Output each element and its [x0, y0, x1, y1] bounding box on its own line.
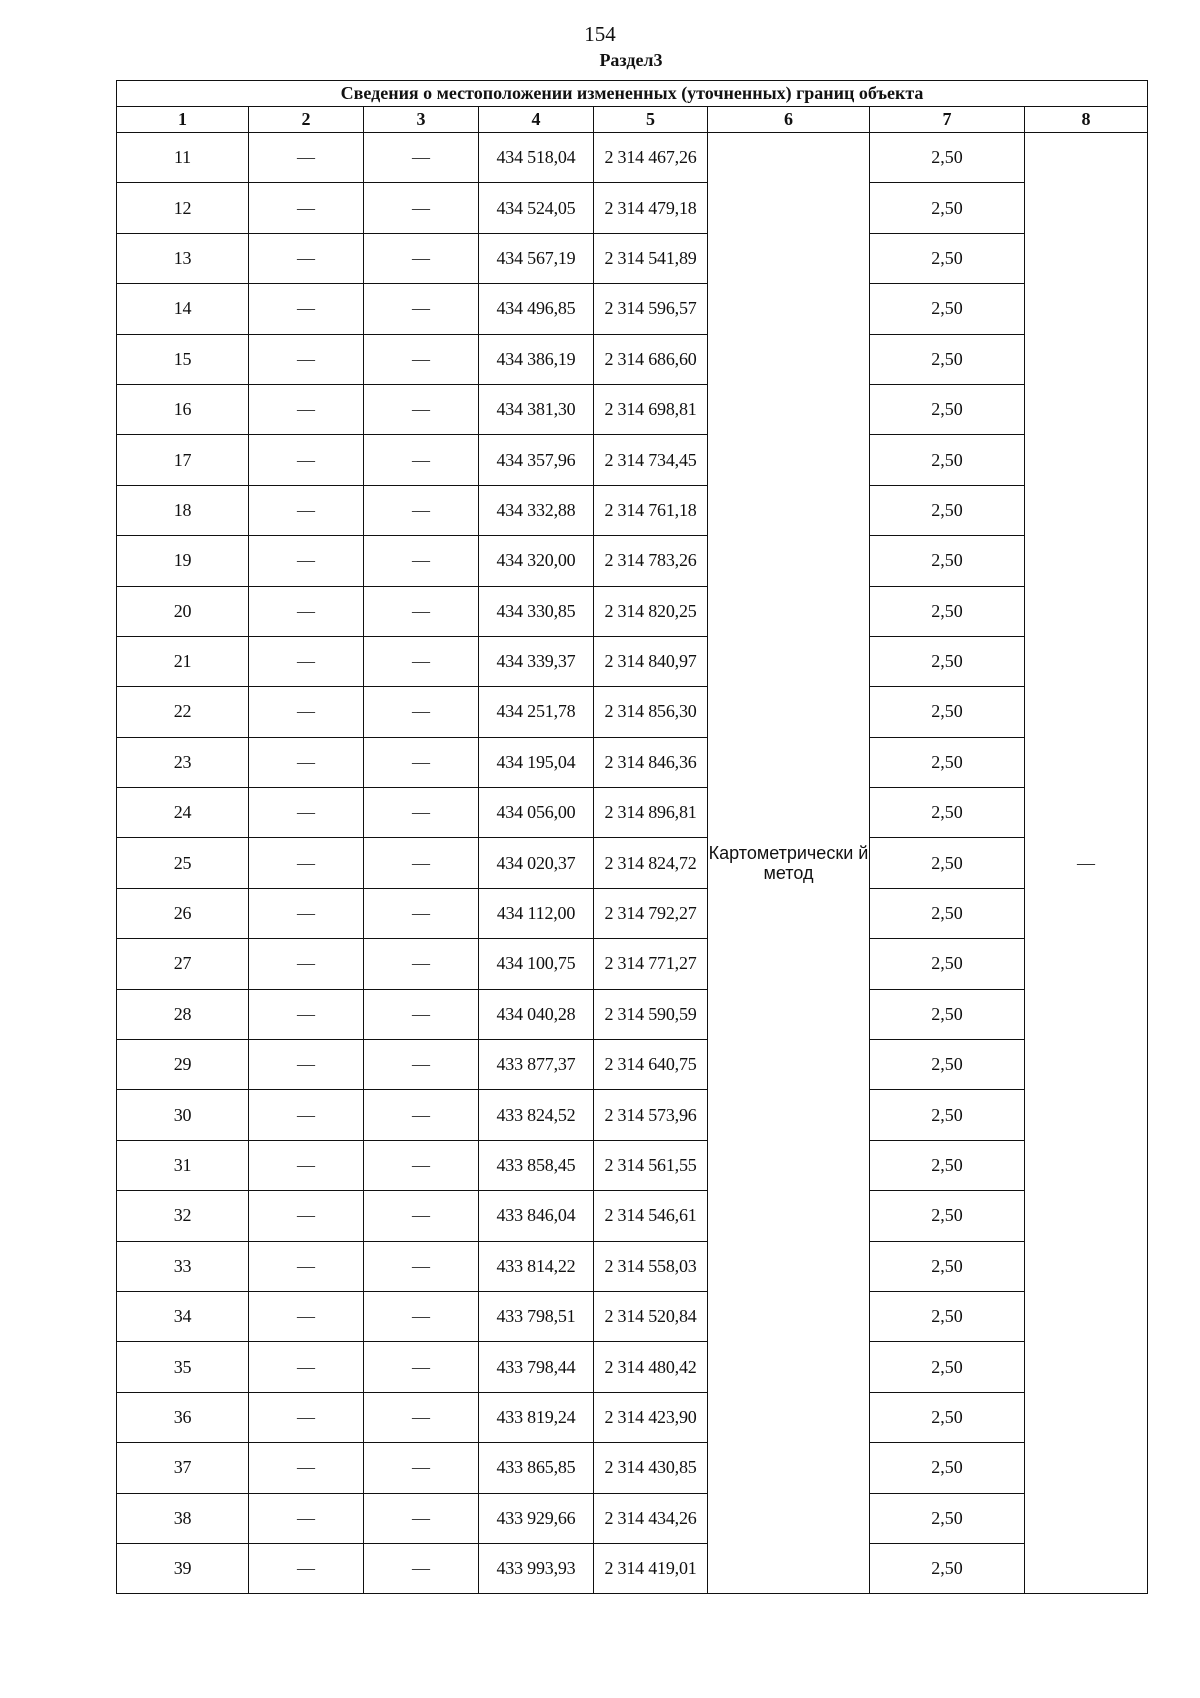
accuracy-cell: 2,50 — [870, 939, 1025, 989]
col2-cell: — — [249, 1392, 364, 1442]
table-row — [117, 1291, 1148, 1341]
y-coordinate-cell: 2 314 520,84 — [594, 1291, 708, 1341]
table-row — [117, 888, 1148, 938]
col3-cell: — — [364, 1140, 479, 1190]
table-row — [117, 1493, 1148, 1543]
accuracy-cell: 2,50 — [870, 1443, 1025, 1493]
accuracy-cell: 2,50 — [870, 1543, 1025, 1593]
table-body — [117, 133, 1148, 1594]
x-coordinate-cell: 434 339,37 — [479, 636, 594, 686]
table-row — [117, 233, 1148, 283]
col2-cell: — — [249, 1291, 364, 1341]
table-row — [117, 989, 1148, 1039]
x-coordinate-cell: 434 040,28 — [479, 989, 594, 1039]
col3-cell: — — [364, 888, 479, 938]
point-number-cell: 37 — [117, 1443, 249, 1493]
point-number-cell: 34 — [117, 1291, 249, 1341]
column-number-4: 4 — [479, 107, 594, 133]
col8-cell: — — [1025, 133, 1148, 1594]
x-coordinate-cell: 434 100,75 — [479, 939, 594, 989]
y-coordinate-cell: 2 314 546,61 — [594, 1191, 708, 1241]
col3-cell: — — [364, 788, 479, 838]
y-coordinate-cell: 2 314 792,27 — [594, 888, 708, 938]
col3-cell: — — [364, 1241, 479, 1291]
table-row — [117, 384, 1148, 434]
col3-cell: — — [364, 1342, 479, 1392]
col3-cell: — — [364, 939, 479, 989]
col3-cell: — — [364, 133, 479, 183]
accuracy-cell: 2,50 — [870, 233, 1025, 283]
accuracy-cell: 2,50 — [870, 133, 1025, 183]
point-number-cell: 19 — [117, 536, 249, 586]
col3-cell: — — [364, 586, 479, 636]
point-number-cell: 38 — [117, 1493, 249, 1543]
x-coordinate-cell: 434 567,19 — [479, 233, 594, 283]
x-coordinate-cell: 433 798,44 — [479, 1342, 594, 1392]
point-number-cell: 28 — [117, 989, 249, 1039]
x-coordinate-cell: 434 330,85 — [479, 586, 594, 636]
col2-cell: — — [249, 384, 364, 434]
col3-cell: — — [364, 1493, 479, 1543]
point-number-cell: 18 — [117, 485, 249, 535]
table-row — [117, 133, 1148, 183]
y-coordinate-cell: 2 314 783,26 — [594, 536, 708, 586]
y-coordinate-cell: 2 314 573,96 — [594, 1090, 708, 1140]
col2-cell: — — [249, 1493, 364, 1543]
column-number-6: 6 — [708, 107, 870, 133]
accuracy-cell: 2,50 — [870, 1140, 1025, 1190]
y-coordinate-cell: 2 314 541,89 — [594, 233, 708, 283]
col2-cell: — — [249, 888, 364, 938]
y-coordinate-cell: 2 314 558,03 — [594, 1241, 708, 1291]
table-row — [117, 1140, 1148, 1190]
y-coordinate-cell: 2 314 479,18 — [594, 183, 708, 233]
column-number-3: 3 — [364, 107, 479, 133]
x-coordinate-cell: 433 819,24 — [479, 1392, 594, 1442]
accuracy-cell: 2,50 — [870, 788, 1025, 838]
accuracy-cell: 2,50 — [870, 1191, 1025, 1241]
page-number: 154 — [584, 22, 616, 46]
col2-cell: — — [249, 485, 364, 535]
point-number-cell: 22 — [117, 687, 249, 737]
accuracy-cell: 2,50 — [870, 1241, 1025, 1291]
y-coordinate-cell: 2 314 596,57 — [594, 284, 708, 334]
y-coordinate-cell: 2 314 761,18 — [594, 485, 708, 535]
accuracy-cell: 2,50 — [870, 384, 1025, 434]
accuracy-cell: 2,50 — [870, 485, 1025, 535]
col2-cell: — — [249, 1241, 364, 1291]
col3-cell: — — [364, 737, 479, 787]
x-coordinate-cell: 434 020,37 — [479, 838, 594, 888]
y-coordinate-cell: 2 314 430,85 — [594, 1443, 708, 1493]
col2-cell: — — [249, 737, 364, 787]
col3-cell: — — [364, 1443, 479, 1493]
boundary-coordinates-table — [116, 80, 1148, 1594]
col2-cell: — — [249, 1342, 364, 1392]
point-number-cell: 36 — [117, 1392, 249, 1442]
x-coordinate-cell: 433 993,93 — [479, 1543, 594, 1593]
table-row — [117, 435, 1148, 485]
point-number-cell: 15 — [117, 334, 249, 384]
point-number-cell: 33 — [117, 1241, 249, 1291]
col3-cell: — — [364, 1291, 479, 1341]
col3-cell: — — [364, 233, 479, 283]
y-coordinate-cell: 2 314 561,55 — [594, 1140, 708, 1190]
col3-cell: — — [364, 334, 479, 384]
point-number-cell: 13 — [117, 233, 249, 283]
x-coordinate-cell: 433 865,85 — [479, 1443, 594, 1493]
x-coordinate-cell: 434 524,05 — [479, 183, 594, 233]
table-row — [117, 284, 1148, 334]
col2-cell: — — [249, 687, 364, 737]
y-coordinate-cell: 2 314 423,90 — [594, 1392, 708, 1442]
col3-cell: — — [364, 435, 479, 485]
accuracy-cell: 2,50 — [870, 687, 1025, 737]
y-coordinate-cell: 2 314 734,45 — [594, 435, 708, 485]
col2-cell: — — [249, 435, 364, 485]
column-number-1: 1 — [117, 107, 249, 133]
y-coordinate-cell: 2 314 419,01 — [594, 1543, 708, 1593]
x-coordinate-cell: 433 846,04 — [479, 1191, 594, 1241]
point-number-cell: 17 — [117, 435, 249, 485]
y-coordinate-cell: 2 314 824,72 — [594, 838, 708, 888]
column-number-2: 2 — [249, 107, 364, 133]
accuracy-cell: 2,50 — [870, 1090, 1025, 1140]
accuracy-cell: 2,50 — [870, 586, 1025, 636]
table-row — [117, 1443, 1148, 1493]
x-coordinate-cell: 434 056,00 — [479, 788, 594, 838]
point-number-cell: 35 — [117, 1342, 249, 1392]
point-number-cell: 21 — [117, 636, 249, 686]
table-row — [117, 183, 1148, 233]
col2-cell: — — [249, 1090, 364, 1140]
col2-cell: — — [249, 1040, 364, 1090]
accuracy-cell: 2,50 — [870, 1342, 1025, 1392]
y-coordinate-cell: 2 314 686,60 — [594, 334, 708, 384]
col3-cell: — — [364, 384, 479, 434]
col3-cell: — — [364, 636, 479, 686]
point-number-cell: 16 — [117, 384, 249, 434]
col3-cell: — — [364, 1191, 479, 1241]
accuracy-cell: 2,50 — [870, 838, 1025, 888]
point-number-cell: 39 — [117, 1543, 249, 1593]
y-coordinate-cell: 2 314 434,26 — [594, 1493, 708, 1543]
x-coordinate-cell: 434 251,78 — [479, 687, 594, 737]
col3-cell: — — [364, 1090, 479, 1140]
x-coordinate-cell: 434 320,00 — [479, 536, 594, 586]
y-coordinate-cell: 2 314 640,75 — [594, 1040, 708, 1090]
point-number-cell: 24 — [117, 788, 249, 838]
y-coordinate-cell: 2 314 856,30 — [594, 687, 708, 737]
x-coordinate-cell: 434 112,00 — [479, 888, 594, 938]
col2-cell: — — [249, 1543, 364, 1593]
accuracy-cell: 2,50 — [870, 737, 1025, 787]
x-coordinate-cell: 434 357,96 — [479, 435, 594, 485]
point-number-cell: 26 — [117, 888, 249, 938]
table-row — [117, 636, 1148, 686]
table-row — [117, 334, 1148, 384]
col2-cell: — — [249, 1191, 364, 1241]
table-row — [117, 1241, 1148, 1291]
accuracy-cell: 2,50 — [870, 636, 1025, 686]
col2-cell: — — [249, 183, 364, 233]
point-number-cell: 20 — [117, 586, 249, 636]
col2-cell: — — [249, 536, 364, 586]
col2-cell: — — [249, 133, 364, 183]
accuracy-cell: 2,50 — [870, 1392, 1025, 1442]
col2-cell: — — [249, 284, 364, 334]
table-row — [117, 1191, 1148, 1241]
col2-cell: — — [249, 636, 364, 686]
accuracy-cell: 2,50 — [870, 888, 1025, 938]
column-number-5: 5 — [594, 107, 708, 133]
col2-cell: — — [249, 1443, 364, 1493]
point-number-cell: 32 — [117, 1191, 249, 1241]
x-coordinate-cell: 433 929,66 — [479, 1493, 594, 1543]
x-coordinate-cell: 433 858,45 — [479, 1140, 594, 1190]
accuracy-cell: 2,50 — [870, 284, 1025, 334]
column-number-7: 7 — [870, 107, 1025, 133]
point-number-cell: 30 — [117, 1090, 249, 1140]
point-number-cell: 11 — [117, 133, 249, 183]
col2-cell: — — [249, 334, 364, 384]
y-coordinate-cell: 2 314 698,81 — [594, 384, 708, 434]
col2-cell: — — [249, 1140, 364, 1190]
col3-cell: — — [364, 183, 479, 233]
y-coordinate-cell: 2 314 820,25 — [594, 586, 708, 636]
x-coordinate-cell: 434 195,04 — [479, 737, 594, 787]
accuracy-cell: 2,50 — [870, 989, 1025, 1039]
accuracy-cell: 2,50 — [870, 1040, 1025, 1090]
table-row — [117, 788, 1148, 838]
x-coordinate-cell: 434 496,85 — [479, 284, 594, 334]
x-coordinate-cell: 434 381,30 — [479, 384, 594, 434]
x-coordinate-cell: 434 386,19 — [479, 334, 594, 384]
point-number-cell: 27 — [117, 939, 249, 989]
col3-cell: — — [364, 485, 479, 535]
x-coordinate-cell: 433 814,22 — [479, 1241, 594, 1291]
y-coordinate-cell: 2 314 846,36 — [594, 737, 708, 787]
point-number-cell: 23 — [117, 737, 249, 787]
table-row — [117, 1090, 1148, 1140]
accuracy-cell: 2,50 — [870, 1291, 1025, 1341]
point-number-cell: 25 — [117, 838, 249, 888]
table-caption: Сведения о местоположении измененных (уточненных) границ объекта — [117, 81, 1148, 107]
col3-cell: — — [364, 838, 479, 888]
y-coordinate-cell: 2 314 840,97 — [594, 636, 708, 686]
column-number-8: 8 — [1025, 107, 1148, 133]
x-coordinate-cell: 434 518,04 — [479, 133, 594, 183]
method-cell: Картометрически й метод — [708, 133, 870, 1594]
table-row — [117, 536, 1148, 586]
accuracy-cell: 2,50 — [870, 334, 1025, 384]
section-title: Раздел3 — [599, 50, 663, 70]
y-coordinate-cell: 2 314 896,81 — [594, 788, 708, 838]
y-coordinate-cell: 2 314 480,42 — [594, 1342, 708, 1392]
col2-cell: — — [249, 586, 364, 636]
point-number-cell: 31 — [117, 1140, 249, 1190]
x-coordinate-cell: 433 798,51 — [479, 1291, 594, 1341]
col3-cell: — — [364, 989, 479, 1039]
col3-cell: — — [364, 687, 479, 737]
y-coordinate-cell: 2 314 771,27 — [594, 939, 708, 989]
table-row — [117, 1392, 1148, 1442]
col2-cell: — — [249, 838, 364, 888]
accuracy-cell: 2,50 — [870, 435, 1025, 485]
accuracy-cell: 2,50 — [870, 1493, 1025, 1543]
accuracy-cell: 2,50 — [870, 536, 1025, 586]
table-row — [117, 687, 1148, 737]
col3-cell: — — [364, 1040, 479, 1090]
col2-cell: — — [249, 989, 364, 1039]
point-number-cell: 14 — [117, 284, 249, 334]
col2-cell: — — [249, 788, 364, 838]
col3-cell: — — [364, 1543, 479, 1593]
col2-cell: — — [249, 939, 364, 989]
col2-cell: — — [249, 233, 364, 283]
col3-cell: — — [364, 1392, 479, 1442]
table-row — [117, 737, 1148, 787]
x-coordinate-cell: 433 824,52 — [479, 1090, 594, 1140]
point-number-cell: 29 — [117, 1040, 249, 1090]
table-row — [117, 1543, 1148, 1593]
accuracy-cell: 2,50 — [870, 183, 1025, 233]
table-row — [117, 939, 1148, 989]
table-row — [117, 1342, 1148, 1392]
table-row — [117, 586, 1148, 636]
y-coordinate-cell: 2 314 590,59 — [594, 989, 708, 1039]
col3-cell: — — [364, 536, 479, 586]
x-coordinate-cell: 434 332,88 — [479, 485, 594, 535]
point-number-cell: 12 — [117, 183, 249, 233]
y-coordinate-cell: 2 314 467,26 — [594, 133, 708, 183]
x-coordinate-cell: 433 877,37 — [479, 1040, 594, 1090]
col3-cell: — — [364, 284, 479, 334]
table-row — [117, 1040, 1148, 1090]
table-row — [117, 838, 1148, 888]
column-number-row — [117, 107, 1148, 133]
table-row — [117, 485, 1148, 535]
